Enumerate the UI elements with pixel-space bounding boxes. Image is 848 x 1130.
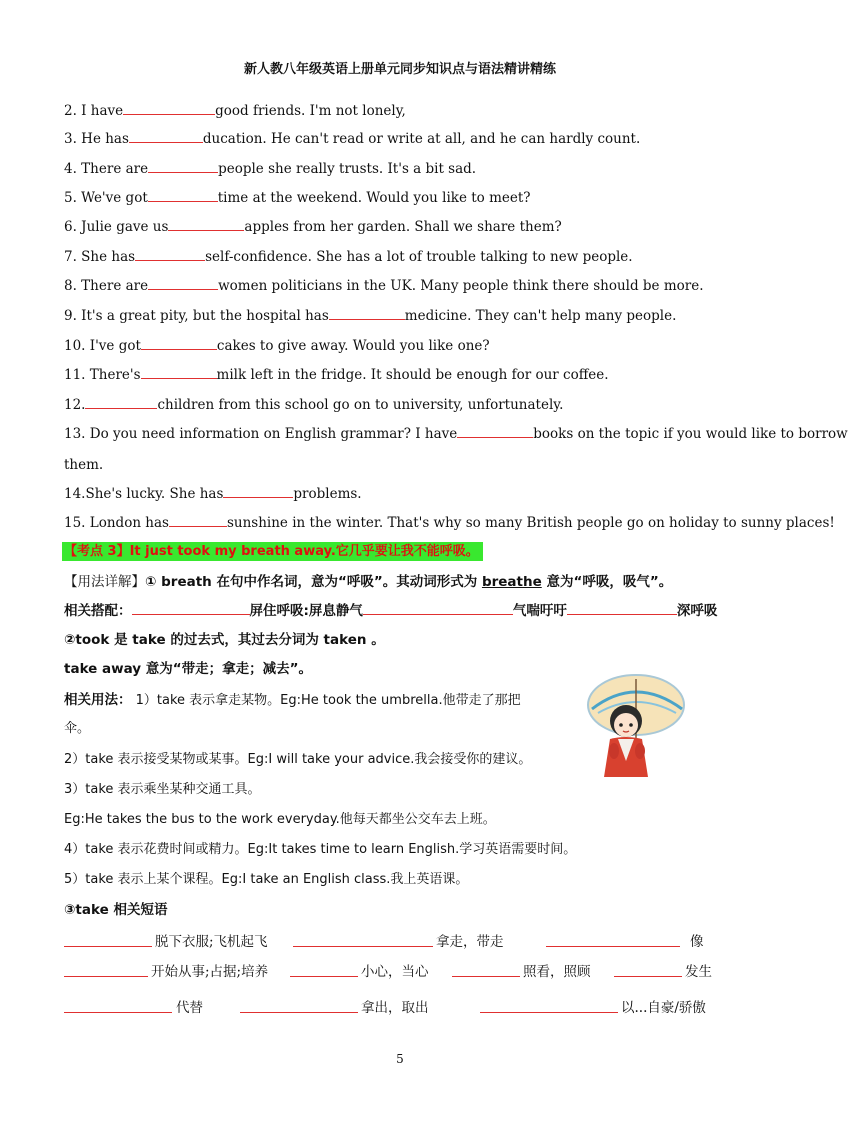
- related-usage-1b: 伞。: [64, 721, 91, 736]
- exercise-text: milk left in the fridge. It should be enough for our coffee.: [216, 367, 609, 383]
- exercise-item: [64, 189, 531, 207]
- exercise-text: 13. Do you need information on English grammar? I have: [64, 426, 458, 442]
- usage-paragraph-2: ②took 是 take 的过去式，其过去分词为 taken 。: [64, 632, 385, 648]
- exercise-item: [64, 514, 835, 532]
- related-usage-2: 2）take 表示接受某物或某事。Eg:I will take your advice.我会接受你的建议。: [64, 752, 532, 767]
- blank[interactable]: [123, 102, 215, 115]
- exercise-item: [64, 307, 676, 325]
- phrase-meaning: 拿出，取出: [361, 1000, 429, 1016]
- related-usage-1: 相关用法： 1）take 表示拿走某物。Eg:He took the umbrella.他带走了那把: [64, 692, 521, 708]
- blank[interactable]: [85, 396, 157, 409]
- phrase-meaning: 代替: [176, 1000, 203, 1016]
- blank[interactable]: [457, 425, 533, 438]
- phrase-meaning: 以...自豪/骄傲: [621, 1000, 706, 1016]
- exercise-item: [64, 160, 476, 178]
- phrase-meaning: 拿走，带走: [436, 934, 504, 950]
- exercise-text: 3. He has: [64, 131, 129, 147]
- exercise-text: women politicians in the UK. Many people think there should be more.: [218, 278, 704, 294]
- exercise-text: ducation. He can't read or write at all, and he can hardly count.: [202, 131, 641, 147]
- exercise-text: medicine. They can't help many people.: [404, 308, 677, 324]
- exercise-text: children from this school go on to university, unfortunately.: [157, 397, 564, 413]
- related-usage-4: 4）take 表示花费时间或精力。Eg:It takes time to learn English.学习英语需要时间。: [64, 842, 577, 857]
- exercise-item: [64, 248, 633, 266]
- exercise-text: 6. Julie gave us: [64, 219, 169, 235]
- related-usage-5: 5）take 表示上某个课程。Eg:I take an English class.我上英语课。: [64, 872, 469, 887]
- usage-paragraph-3: take away 意为“带走；拿走；减去”。: [64, 661, 313, 677]
- exercise-item: [64, 396, 563, 414]
- blank[interactable]: [129, 130, 203, 143]
- exercise-text: 11. There's: [64, 367, 141, 383]
- phrases-title: ③take 相关短语: [64, 902, 168, 918]
- blank[interactable]: [64, 934, 152, 947]
- exercise-item: [64, 102, 406, 120]
- exercise-item: [64, 485, 362, 503]
- blank[interactable]: [329, 307, 405, 320]
- exercise-item: [64, 337, 490, 355]
- exercise-item: [64, 218, 562, 236]
- blank[interactable]: [546, 934, 680, 947]
- page-header: 新人教八年级英语上册单元同步知识点与语法精讲精练: [243, 62, 556, 77]
- phrase-meaning: 脱下衣服;飞机起飞: [155, 934, 268, 950]
- exercise-text: 9. It's a great pity, but the hospital has: [64, 308, 329, 324]
- phrase-meaning: 像: [690, 934, 704, 950]
- blank[interactable]: [148, 189, 218, 202]
- blank[interactable]: [141, 366, 217, 379]
- blank[interactable]: [132, 602, 250, 615]
- blank[interactable]: [148, 277, 218, 290]
- blank[interactable]: [480, 1000, 618, 1013]
- usage-paragraph-1: 【用法详解】① breath 在句中作名词，意为“呼吸”。其动词形式为 breathe 意为“呼吸，吸气”。: [64, 574, 673, 590]
- exercise-text: 15. London has: [64, 515, 169, 531]
- exercise-text: problems.: [293, 486, 362, 502]
- exercise-text: 4. There are: [64, 161, 149, 177]
- blank[interactable]: [452, 964, 520, 977]
- blank[interactable]: [64, 964, 148, 977]
- phrase-meaning: 照看，照顾: [523, 964, 591, 980]
- exercise-text: 14.She's lucky. She has: [64, 486, 224, 502]
- exercise-text: 8. There are: [64, 278, 149, 294]
- exercise-item: [64, 456, 103, 474]
- phrase-meaning: 开始从事;占据;培养: [151, 964, 269, 980]
- exercise-item: [64, 425, 848, 443]
- exercise-text: sunshine in the winter. That's why so many British people go on holiday to sunny places!: [226, 515, 835, 531]
- blank[interactable]: [290, 964, 358, 977]
- blank[interactable]: [168, 218, 244, 231]
- blank[interactable]: [141, 337, 217, 350]
- exercise-text: 12.: [64, 397, 86, 413]
- exercise-text: apples from her garden. Shall we share them?: [244, 219, 562, 235]
- exercise-text: them.: [64, 457, 104, 473]
- exercise-text: 7. She has: [64, 249, 136, 265]
- exercise-item: [64, 130, 640, 148]
- blank[interactable]: [614, 964, 682, 977]
- blank[interactable]: [148, 160, 218, 173]
- girl-with-umbrella-illustration: [578, 665, 700, 787]
- collocation-line: 相关搭配： 屏住呼吸:屏息静气 气喘吁吁 深呼吸: [64, 603, 718, 619]
- blank[interactable]: [293, 934, 433, 947]
- blank[interactable]: [223, 485, 293, 498]
- exercise-text: books on the topic if you would like to borrow: [533, 426, 848, 442]
- kaodian-heading: 【考点 3】It just took my breath away.它几乎要让我不能呼吸。: [62, 542, 483, 561]
- blank[interactable]: [567, 602, 677, 615]
- blank[interactable]: [169, 514, 227, 527]
- exercise-text: 10. I've got: [64, 338, 141, 354]
- exercise-item: [64, 366, 609, 384]
- exercise-text: time at the weekend. Would you like to meet?: [217, 190, 531, 206]
- exercise-text: self-confidence. She has a lot of trouble talking to new people.: [205, 249, 633, 265]
- related-usage-3: 3）take 表示乘坐某种交通工具。: [64, 782, 261, 797]
- exercise-text: people she really trusts. It's a bit sad.: [218, 161, 477, 177]
- exercise-text: 5. We've got: [64, 190, 148, 206]
- phrase-meaning: 发生: [685, 964, 712, 980]
- related-usage-3-example: Eg:He takes the bus to the work everyday.他每天都坐公交车去上班。: [64, 812, 496, 827]
- blank[interactable]: [363, 602, 513, 615]
- page-number: 5: [396, 1052, 404, 1066]
- blank[interactable]: [240, 1000, 358, 1013]
- exercise-item: [64, 277, 704, 295]
- blank[interactable]: [64, 1000, 172, 1013]
- phrase-meaning: 小心，当心: [361, 964, 429, 980]
- exercise-text: 2. I have: [64, 103, 124, 119]
- blank[interactable]: [135, 248, 205, 261]
- exercise-text: cakes to give away. Would you like one?: [216, 338, 490, 354]
- exercise-text: good friends. I'm not lonely,: [215, 103, 406, 119]
